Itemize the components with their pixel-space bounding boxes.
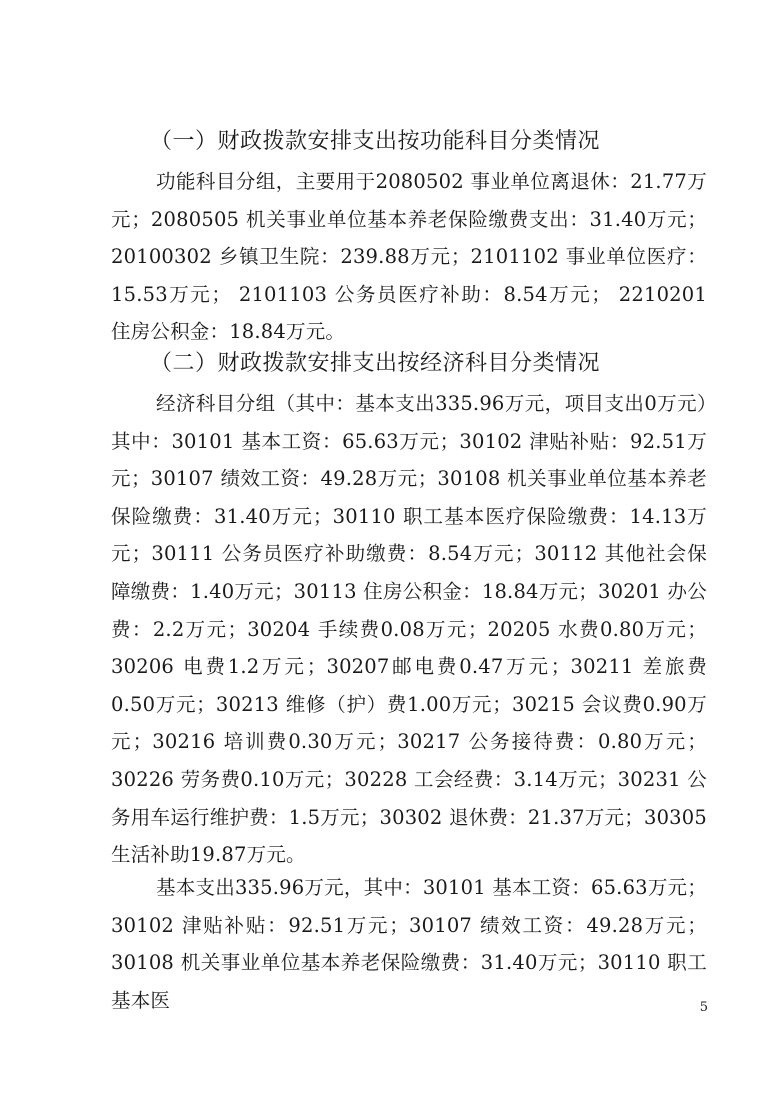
paragraph-economic: 经济科目分组（其中：基本支出335.96万元，项目支出0万元）其中：30101 基本工资：65.63万元；30102 津贴补贴：92.51万元；30107 绩效工资：49.28万元；30108 机关事业单位基本养老保险缴费：31.40万元；30110 职工基本医疗保险缴费：14.13万元；30111 公务员医疗补助缴费：8.54万元；30112 其他社会保障缴费：1.40万元；30113 住房公积金：18.84万元；30201 办公费：2.2万元；30204 手续费0.08万元；20205 水费0.80万元；30206 电费1.2万元；30207邮电费0.47万元；30211 差旅费0.50万元；30213 维修（护）费1.00万元；30215 会议费0.90万元；30216 培训费0.30万元；30217 公务接待费：0.80万元；30226 劳务费0.10万元；30228 工会经费：3.14万元；30231 公务用车运行维护费：1.5万元；30302 退休费：21.37万元；30305生活补助19.87万元。 bbox=[111, 392, 707, 867]
paragraph-functional: 功能科目分组，主要用于2080502 事业单位离退休：21.77万元；2080505 机关事业单位基本养老保险缴费支出：31.40万元；20100302 乡镇卫生院：239.88万元；2101102 事业单位医疗：15.53万元； 2101103 公务员医疗补助：8.54万元； 2210201 住房公积金：18.84万元。 bbox=[111, 170, 707, 344]
paragraph-basic-expenditure: 基本支出335.96万元，其中：30101 基本工资：65.63万元；30102 津贴补贴：92.51万元；30107 绩效工资：49.28万元；30108 机关事业单位基本养老保险缴费：31.40万元；30110 职工基本医 bbox=[111, 876, 707, 1012]
section-heading-functional: （一）财政拨款安排支出按功能科目分类情况 bbox=[150, 129, 601, 154]
page-number: 5 bbox=[699, 1000, 708, 1015]
section-heading-economic: （二）财政拨款安排支出按经济科目分类情况 bbox=[150, 351, 601, 376]
